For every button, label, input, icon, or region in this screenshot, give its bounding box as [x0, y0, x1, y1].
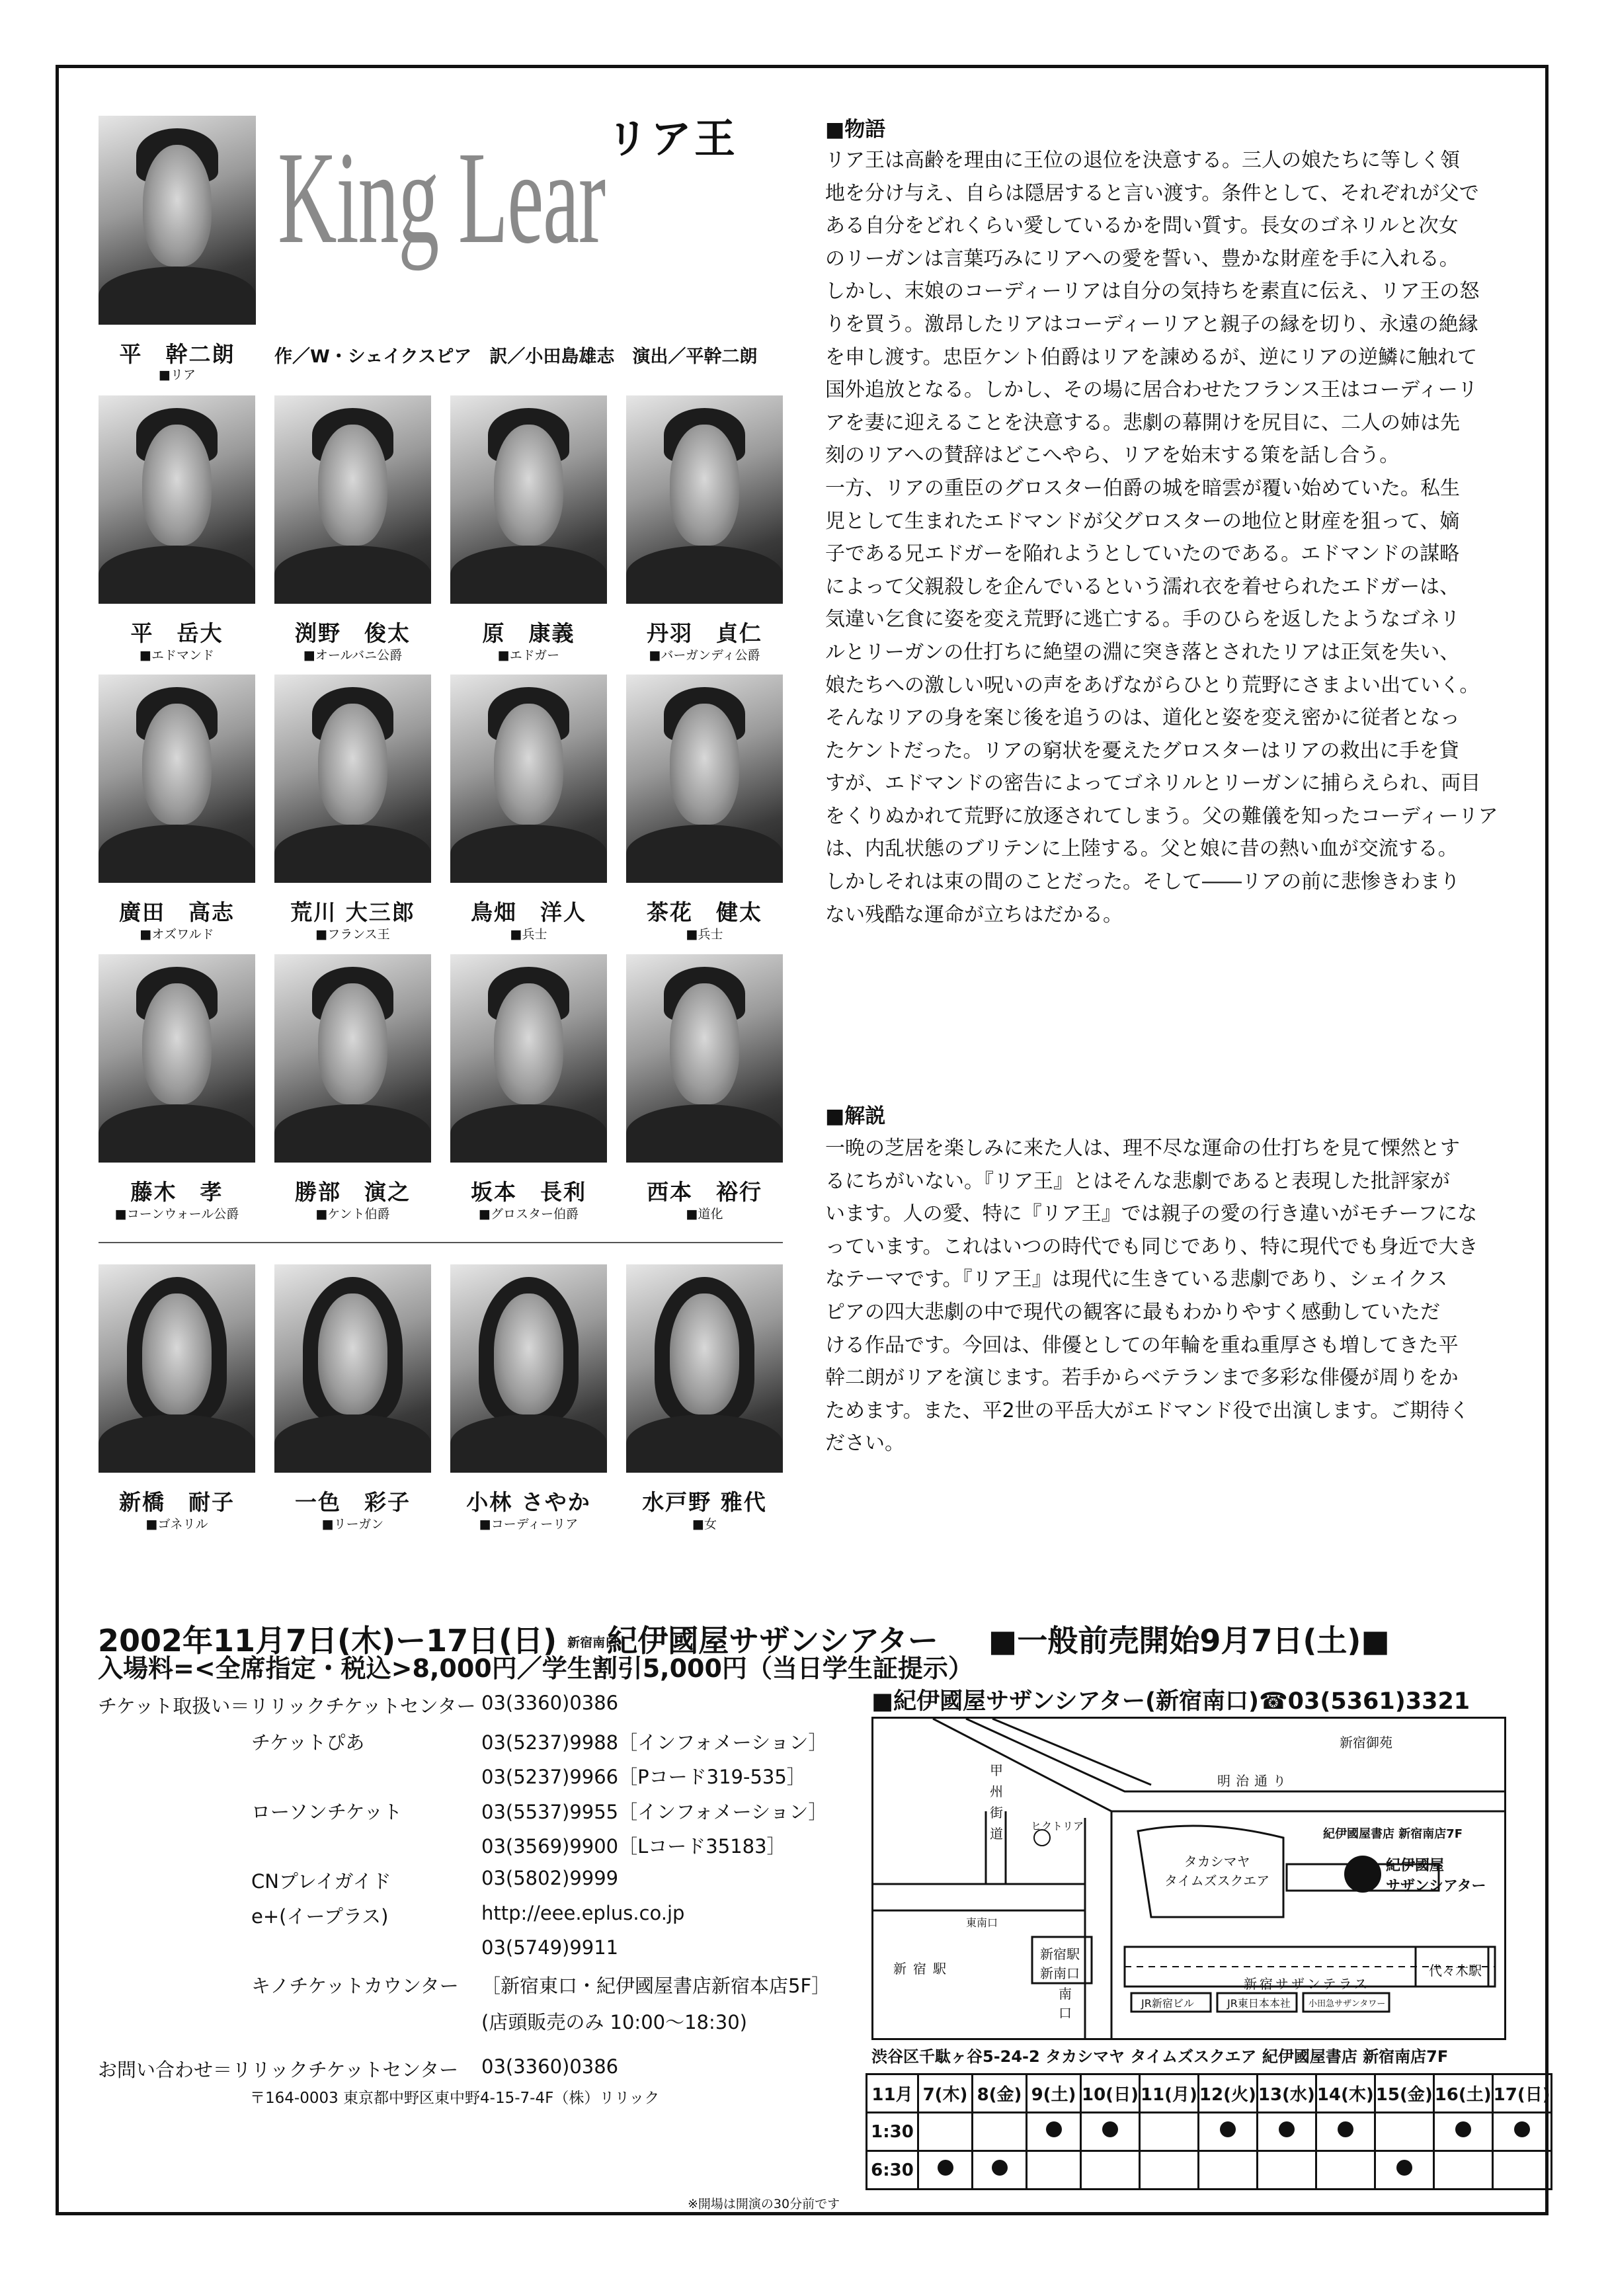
schedule-cell	[1375, 2113, 1433, 2151]
cast-name: 原 康義	[482, 620, 575, 646]
venue-name: 紀伊國屋サザンシアター	[607, 1623, 938, 1659]
ticket-value: 03(3360)0386	[481, 1692, 619, 1714]
schedule-header-cell: 14(木)	[1316, 2074, 1375, 2113]
text-line: 一晩の芝居を楽しみに来た人は、理不尽な運命の仕打ちを見て慄然とす	[825, 1137, 1460, 1160]
cast-name: 鳥畑 洋人	[471, 899, 586, 925]
inquiry-value: 03(3360)0386	[481, 2055, 619, 2078]
cast-photo	[626, 954, 783, 1163]
cast-name: 廣田 高志	[119, 899, 235, 925]
text-line: りを買う。激昂したリアはコーディーリアと親子の縁を切り、永遠の絶縁	[825, 312, 1478, 336]
ticket-label: キノチケットカウンター	[251, 1975, 459, 1997]
text-line: すが、エドマンドの密告によってゴネリルとリーガンに捕らえられ、両目	[825, 772, 1481, 796]
cast-name: 丹羽 貞仁	[647, 620, 762, 646]
cast-photo	[450, 954, 607, 1163]
schedule-time: 1:30	[867, 2113, 918, 2151]
schedule-cell	[918, 2113, 973, 2151]
ticket-value: 03(5237)9988［インフォメーション］	[481, 1731, 828, 1754]
map-address: 渋谷区千駄ヶ谷5-24-2 タカシマヤ タイムズスクエア 紀伊國屋書店 新宿南店7F	[871, 2047, 1449, 2066]
text-line: そんなリアの身を案じ後を追うのは、道化と姿を変え密かに従者となっ	[825, 706, 1460, 730]
text-line: たケントだった。リアの窮状を憂えたグロスターはリアの救出に手を貸	[825, 739, 1459, 762]
map-label-terrace: 新宿サザンテラス	[1244, 1976, 1370, 1992]
schedule-cell	[1139, 2113, 1198, 2151]
map-label-tower: 小田急サザンタワー	[1308, 1999, 1386, 2009]
ticket-value: 03(5749)9911	[481, 1936, 619, 1959]
cast-role: ■フランス王	[315, 927, 390, 942]
schedule-cell	[973, 2151, 1027, 2190]
performance-dot	[938, 2160, 953, 2176]
cast-role: ■道化	[686, 1207, 723, 1221]
cast-photo	[626, 675, 783, 883]
cast-name: 藤木 孝	[130, 1179, 223, 1205]
schedule-table	[865, 2073, 1552, 2190]
map-label-yoyogi: 代々木駅	[1429, 1963, 1482, 1979]
cast-photo	[274, 675, 431, 883]
ticket-label: チケット取扱い＝リリックチケットセンター	[98, 1695, 476, 1717]
cast-photo	[450, 675, 607, 883]
schedule-header-cell: 7(木)	[918, 2074, 973, 2113]
ticket-label: チケットぴあ	[251, 1731, 365, 1754]
schedule-cell	[1257, 2151, 1316, 2190]
access-map	[871, 1717, 1506, 2040]
schedule-header-cell: 16(土)	[1433, 2074, 1492, 2113]
performance-dot	[1514, 2121, 1530, 2137]
map-label-victoria: ヒクトリア	[1031, 1820, 1084, 1832]
schedule-cell	[1433, 2151, 1492, 2190]
performance-dot	[1279, 2121, 1295, 2137]
ticket-value: (店頭販売のみ 10:00〜18:30)	[481, 2011, 747, 2033]
ticket-value: 03(3569)9900［Lコード35183］	[481, 1835, 786, 1858]
text-line: リア王は高齢を理由に王位の退位を決意する。三人の娘たちに等しく領	[825, 149, 1460, 172]
text-line: を申し渡す。忠臣ケント伯爵はリアを諫めるが、逆にリアの逆鱗に触れて	[825, 345, 1478, 369]
credits: 作／W・シェイクスピア 訳／小田島雄志 演出／平幹二朗	[274, 347, 758, 367]
ticket-value: 03(5537)9955［インフォメーション］	[481, 1801, 828, 1823]
schedule-cell	[1027, 2113, 1081, 2151]
map-label-shinminami: 新宿駅 新南口	[1040, 1946, 1080, 1981]
ticket-value: ［新宿東口・紀伊國屋書店新宿本店5F］	[481, 1975, 831, 1997]
performance-dot	[1338, 2121, 1353, 2137]
map-title: ■紀伊國屋サザンシアター(新宿南口)☎03(5361)3321	[871, 1688, 1470, 1715]
schedule-cell	[1492, 2113, 1551, 2151]
cast-role: ■オズワルド	[140, 927, 214, 942]
cast-photo	[626, 395, 783, 604]
performance-date: 2002年11月7日(木)ー17日(日)	[98, 1623, 557, 1659]
ticket-value: 03(5802)9999	[481, 1867, 619, 1889]
text-line: アを妻に迎えることを決意する。悲劇の幕開けを尻目に、二人の姉は先	[825, 411, 1460, 434]
text-line: 国外追放となる。しかし、その場に居合わせたフランス王はコーディーリ	[825, 378, 1478, 402]
schedule-header-cell: 8(金)	[973, 2074, 1027, 2113]
text-line: 児として生まれたエドマンドが父グロスターの地位と財産を狙って、嫡	[825, 509, 1460, 533]
text-line: ける作品です。今回は、俳優としての年輪を重ね重厚さも増してきた平	[825, 1333, 1459, 1357]
text-line: によって父親殺しを企んでいるという濡れ衣を着せられたエドガーは、	[825, 575, 1460, 598]
cast-photo	[274, 954, 431, 1163]
text-line: 娘たちへの激しい呪いの声をあげながらひとり荒野にさまよい出ていく。	[825, 673, 1480, 697]
cast-photo	[99, 1264, 255, 1473]
ticket-value: 03(5237)9966［Pコード319-535］	[481, 1766, 806, 1788]
schedule-header-cell: 12(火)	[1198, 2074, 1257, 2113]
map-label-jr: JR新宿ビル	[1141, 1997, 1194, 2010]
schedule-cell	[1433, 2113, 1492, 2151]
text-line: しかし、末娘のコーディーリアは自分の気持ちを素直に伝え、リア王の怒	[825, 280, 1480, 304]
cast-role: ■コーンウォール公爵	[114, 1207, 239, 1221]
text-line: のリーガンは言葉巧みにリアへの愛を誓い、豊かな財産を手に入れる。	[825, 247, 1459, 270]
cast-photo	[626, 1264, 783, 1473]
text-line: 地を分け与え、自らは隠居すると言い渡す。条件として、それぞれが父で	[825, 181, 1479, 205]
text-line: 一方、リアの重臣のグロスター伯爵の城を暗雲が覆い始めていた。私生	[825, 476, 1460, 500]
schedule-header-cell: 11月	[867, 2074, 918, 2113]
schedule-cell	[1198, 2151, 1257, 2190]
map-label-gyoen: 新宿御苑	[1340, 1735, 1392, 1750]
performance-dot	[1046, 2121, 1062, 2137]
schedule-header-cell: 11(月)	[1139, 2074, 1198, 2113]
cast-role: ■オールバニ公爵	[303, 648, 403, 663]
cast-name: 一色 彩子	[295, 1489, 411, 1515]
schedule-cell	[1257, 2113, 1316, 2151]
cast-photo	[450, 1264, 607, 1473]
cast-name: 茶花 健太	[647, 899, 762, 925]
text-line: ためます。また、平2世の平岳大がエドマンド役で出演します。ご期待く	[825, 1399, 1470, 1422]
performance-dot	[1220, 2121, 1236, 2137]
text-line: っています。これはいつの時代でも同じであり、特に現代でも身近で大き	[825, 1235, 1478, 1258]
schedule-cell	[1081, 2151, 1140, 2190]
map-label-koshu: 甲州街道	[990, 1762, 1003, 1842]
schedule-cell	[1316, 2151, 1375, 2190]
performance-dot	[1455, 2121, 1471, 2137]
cast-role: ■エドマンド	[140, 648, 214, 663]
schedule-cell	[1316, 2113, 1375, 2151]
cast-name: 西本 裕行	[647, 1179, 762, 1205]
text-line: ピアの四大悲劇の中で現代の観客に最もわかりやすく感動していただ	[825, 1300, 1440, 1324]
map-label-jrhq: JR東日本本社	[1227, 1997, 1291, 2010]
text-line: 刻のリアへの賛辞はどこへやら、リアを始末する策を話し合う。	[825, 444, 1400, 468]
map-label-minami: 南口	[1059, 1986, 1072, 2021]
map-label-shop: 紀伊國屋書店 新宿南店7F	[1323, 1827, 1463, 1841]
schedule-note: ※開場は開演の30分前です	[688, 2197, 840, 2211]
cast-photo	[99, 395, 255, 604]
cast-name: 新橋 耐子	[119, 1489, 235, 1515]
cast-role: ■兵士	[686, 927, 723, 942]
title-en: King Lear	[278, 125, 605, 271]
venue-small: 新宿南口	[567, 1635, 618, 1650]
commentary-heading: ■解説	[825, 1104, 886, 1128]
text-line: をくりぬかれて荒野に放逐されてしまう。父の難儀を知ったコーディーリア	[825, 804, 1498, 828]
text-line: 気違い乞食に姿を変え荒野に逃亡する。手のひらを返したようなゴネリ	[825, 608, 1460, 632]
cast-name: 渕野 俊太	[295, 620, 411, 646]
story-heading: ■物語	[825, 118, 886, 142]
schedule-header-cell: 15(金)	[1375, 2074, 1433, 2113]
cast-name: 勝部 演之	[295, 1179, 411, 1205]
address: 〒164-0003 東京都中野区東中野4-15-7-4F（株）リリック	[250, 2090, 660, 2107]
text-line: は、内乱状態のブリテンに上陸する。父と娘に昔の熱い血が交流する。	[825, 837, 1458, 861]
cast-photo	[274, 1264, 431, 1473]
commentary-text	[825, 1132, 1519, 1460]
lead-role: ■リア	[159, 368, 196, 382]
cast-divider	[99, 1242, 783, 1243]
lead-name: 平 幹二朗	[119, 341, 235, 367]
schedule-cell	[918, 2151, 973, 2190]
schedule-header-cell: 17(日)	[1492, 2074, 1551, 2113]
presale: ■一般前売開始9月7日(土)■	[988, 1623, 1390, 1659]
ticket-label: e+(イープラス)	[251, 1905, 389, 1928]
text-line: います。人の愛、特に『リア王』では親子の愛の行き違いがモチーフにな	[825, 1202, 1478, 1226]
lead-photo	[99, 116, 256, 325]
text-line: ださい。	[825, 1432, 905, 1456]
text-line: ルとリーガンの仕打ちに絶望の淵に突き落とされたリアは正気を失い、	[825, 640, 1460, 664]
map-label-theater: 紀伊國屋 サザンシアター	[1386, 1858, 1486, 1895]
text-line: 子である兄エドガーを陥れようとしていたのである。エドマンドの謀略	[825, 542, 1460, 566]
map-label-meiji: 明治通り	[1217, 1773, 1291, 1789]
map-label-higashiminami: 東南口	[966, 1916, 998, 1929]
inquiry-label: お問い合わせ＝リリックチケットセンター	[98, 2059, 459, 2081]
price: 入場料=<全席指定・税込>8,000円／学生割引5,000円（当日学生証提示）	[98, 1654, 973, 1683]
schedule-cell	[1027, 2151, 1081, 2190]
cast-role: ■ゴネリル	[145, 1517, 208, 1532]
performance-dot	[992, 2160, 1008, 2176]
cast-name: 小林 さやか	[466, 1489, 591, 1515]
map-label-station: 新宿駅	[893, 1961, 953, 1977]
cast-role: ■リーガン	[321, 1517, 384, 1532]
performance-dot	[1396, 2160, 1412, 2176]
ticket-label: CNプレイガイド	[251, 1870, 391, 1893]
cast-role: ■女	[692, 1517, 717, 1532]
text-line: なテーマです。『リア王』は現代に生きている悲劇であり、シェイクス	[825, 1268, 1448, 1292]
text-line: ない残酷な運命が立ちはだかる。	[825, 903, 1123, 926]
cast-photo	[450, 395, 607, 604]
schedule-cell	[1081, 2113, 1140, 2151]
cast-name: 平 岳大	[130, 620, 223, 646]
map-label-takashimaya: タカシマヤ タイムズスクエア	[1164, 1854, 1270, 1889]
cast-role: ■バーガンディ公爵	[649, 648, 760, 663]
cast-role: ■グロスター伯爵	[479, 1207, 579, 1221]
schedule-header-cell: 13(水)	[1257, 2074, 1316, 2113]
cast-photo	[99, 675, 255, 883]
cast-photo	[274, 395, 431, 604]
schedule-cell	[1139, 2151, 1198, 2190]
text-line: 幹二朗がリアを演じます。若手からベテランまで多彩な俳優が周りをか	[825, 1366, 1459, 1390]
cast-role: ■コーディーリア	[479, 1517, 579, 1532]
text-line: しかしそれは束の間のことだった。そして――リアの前に悲惨きわまり	[825, 870, 1460, 894]
schedule-cell	[1198, 2113, 1257, 2151]
schedule-cell	[973, 2113, 1027, 2151]
cast-role: ■エドガー	[497, 648, 560, 663]
title-jp: リア王	[607, 114, 739, 163]
cast-name: 坂本 長利	[471, 1179, 586, 1205]
text-line: ある自分をどれくらい愛しているかを問い質す。長女のゴネリルと次女	[825, 214, 1459, 238]
cast-role: ■ケント伯爵	[315, 1207, 390, 1221]
cast-photo	[99, 954, 255, 1163]
performance-dot	[1102, 2121, 1118, 2137]
cast-name: 水戸野 雅代	[642, 1489, 767, 1515]
ticket-label: ローソンチケット	[251, 1801, 403, 1823]
ticket-value: http://eee.eplus.co.jp	[481, 1902, 685, 1924]
text-line: るにちがいない。『リア王』とはそんな悲劇であると表現した批評家が	[825, 1169, 1450, 1193]
story-text	[825, 144, 1519, 931]
schedule-header-cell: 9(土)	[1027, 2074, 1081, 2113]
schedule-cell	[1375, 2151, 1433, 2190]
schedule-time: 6:30	[867, 2151, 918, 2190]
schedule-cell	[1492, 2151, 1551, 2190]
schedule-header-cell: 10(日)	[1081, 2074, 1140, 2113]
cast-role: ■兵士	[510, 927, 547, 942]
cast-name: 荒川 大三郎	[290, 899, 415, 925]
